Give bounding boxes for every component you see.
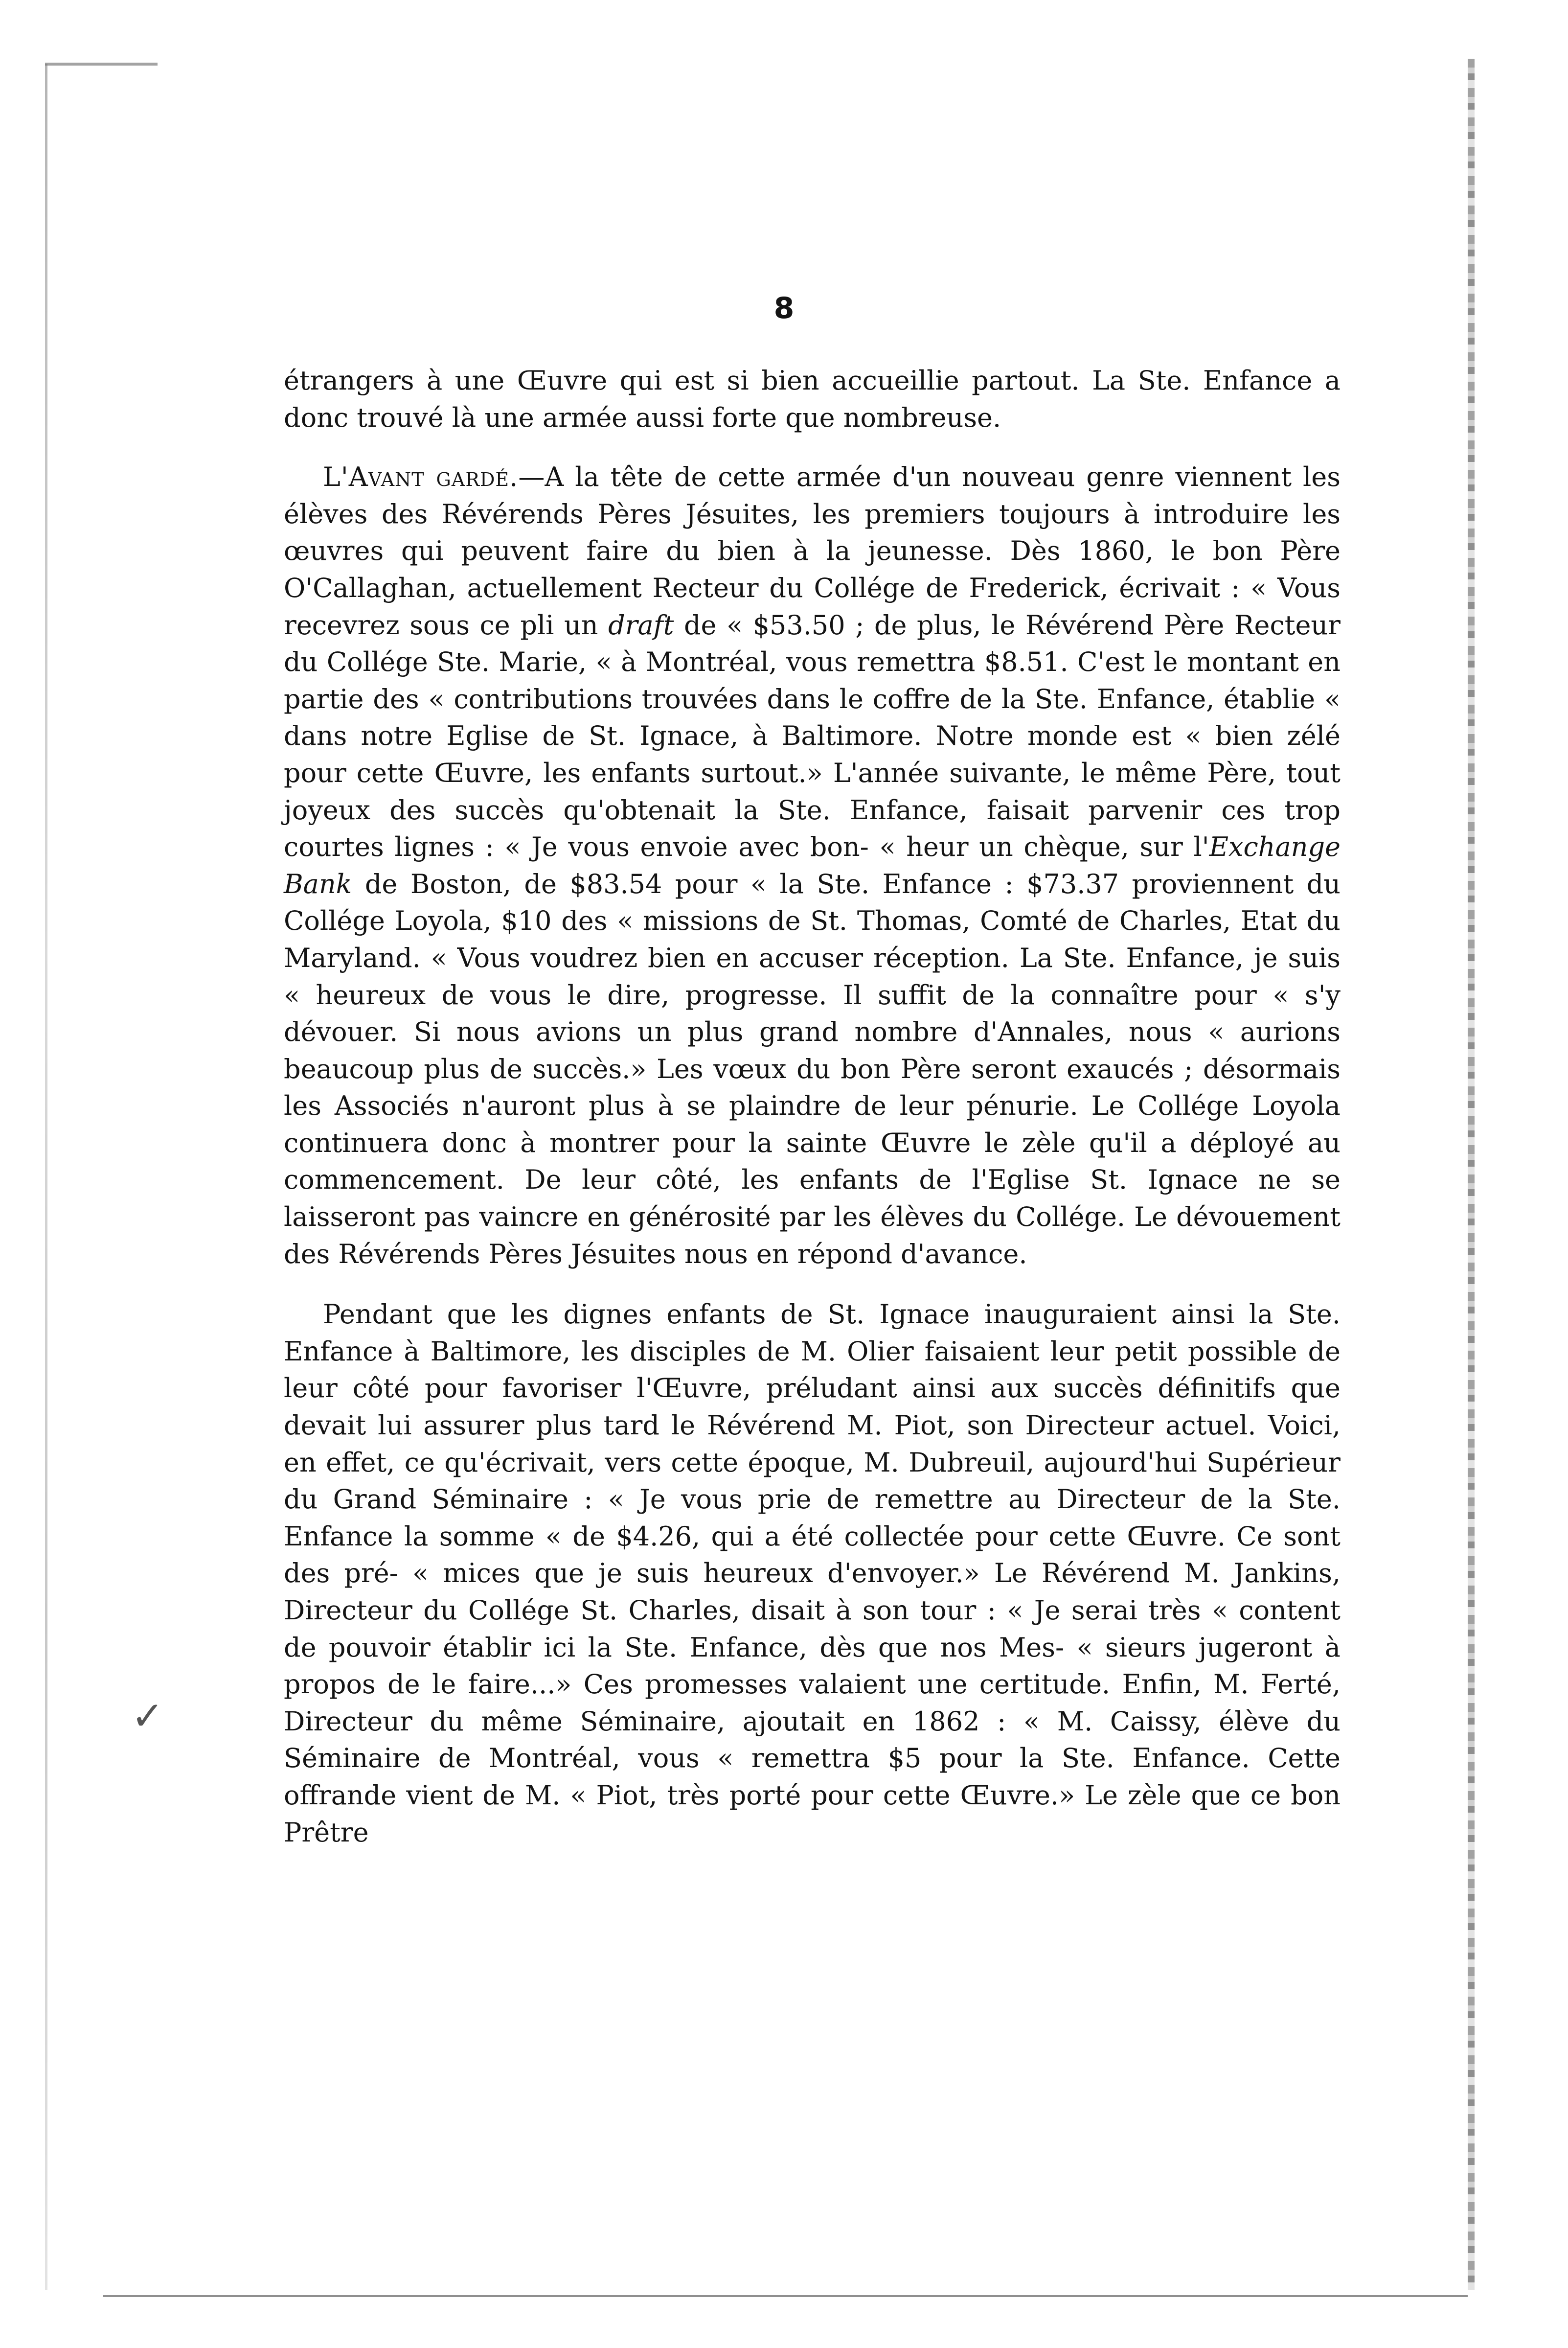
scan-edge-left: [45, 64, 47, 2290]
section-heading-avant-garde: L'Avant gardé.: [323, 461, 519, 493]
scan-edge-bottom: [103, 2295, 1468, 2297]
paragraph-2: [284, 459, 1341, 1272]
scan-edge-right: [1468, 59, 1475, 2290]
paragraph-2-text-c: de Boston, de $83.54 pour « la Ste. Enfance : $73.37 proviennent du Collége Loyola, $10 des « missions de St. Thomas, Comté de Charles, Etat du Maryland. « Vous voudrez bien en accuser réception. La Ste. Enfance, je suis « heureux de vous le dire, progresse. Il suffit de la connaître pour « s'y dévouer. Si nous avions un plus grand nombre d'Annales, nous « aurions beaucoup plus de succès.» Les vœux du bon Père seront exaucés ; désormais les Associés n'auront plus à se plaindre de leur pénurie. Le Collége Loyola continuera donc à montrer pour la sainte Œuvre le zèle qu'il a déployé au commencement. De leur côté, les enfants de l'Eglise St. Ignace ne se laisseront pas vaincre en générosité par les élèves du Collége. Le dévouement des Révérends Pères Jésuites nous en répond d'avance.: [284, 868, 1341, 1269]
scan-edge-top-left: [45, 63, 158, 66]
paragraph-1: étrangers à une Œuvre qui est si bien accueillie partout. La Ste. Enfance a donc trouvé là une armée aussi forte que nombreuse.: [284, 365, 1341, 433]
paragraph-2-text-b: de « $53.50 ; de plus, le Révérend Père Recteur du Collége Ste. Marie, « à Montréal, vous remettra $8.51. C'est le montant en partie des « contributions trouvées dans le coffre de la Ste. Enfance, établie « dans notre Eglise de St. Ignace, à Baltimore. Notre monde est « bien zélé pour cette Œuvre, les enfants surtout.» L'année suivante, le même Père, tout joyeux des succès qu'obtenait la Ste. Enfance, faisait parvenir ces trop courtes lignes : « Je vous envoie avec bon- « heur un chèque, sur l': [284, 609, 1341, 863]
page-number: 8: [773, 291, 795, 325]
body-text: [284, 362, 1341, 1851]
paragraph-3: Pendant que les dignes enfants de St. Ignace inauguraient ainsi la Ste. Enfance à Baltimore, les disciples de M. Olier faisaient leur petit possible de leur côté pour favoriser l'Œuvre, préludant ainsi aux succès définitifs que devait lui assurer plus tard le Révérend M. Piot, son Directeur actuel. Voici, en effet, ce qu'écrivait, vers cette époque, M. Dubreuil, aujourd'hui Supérieur du Grand Séminaire : « Je vous prie de remettre au Directeur de la Ste. Enfance la somme « de $4.26, qui a été collectée pour cette Œuvre. Ce sont des pré- « mices que je suis heureux d'envoyer.» Le Révérend M. Jankins, Directeur du Collége St. Charles, disait à son tour : « Je serai très « content de pouvoir établir ici la Ste. Enfance, dès que nos Mes- « sieurs jugeront à propos de le faire...» Ces promesses valaient une certitude. Enfin, M. Ferté, Directeur du même Séminaire, ajoutait en 1862 : « M. Caissy, élève du Séminaire de Montréal, vous « remettra $5 pour la Ste. Enfance. Cette offrande vient de M. « Piot, très porté pour cette Œuvre.» Le zèle que ce bon Prêtre: [284, 1299, 1341, 1848]
italic-draft: draft: [608, 609, 674, 641]
margin-check-mark: ✓: [131, 1693, 164, 1739]
italic-exchange-bank: Exchange Bank: [284, 831, 1341, 899]
paragraph-2-text-a: —A la tête de cette armée d'un nouveau genre viennent les élèves des Révérends Pères Jésuites, les premiers toujours à introduire les œuvres qui peuvent faire du bien à la jeunesse. Dès 1860, le bon Père O'Callaghan, actuellement Recteur du Collége de Frederick, écrivait : « Vous recevrez sous ce pli un: [284, 461, 1341, 641]
